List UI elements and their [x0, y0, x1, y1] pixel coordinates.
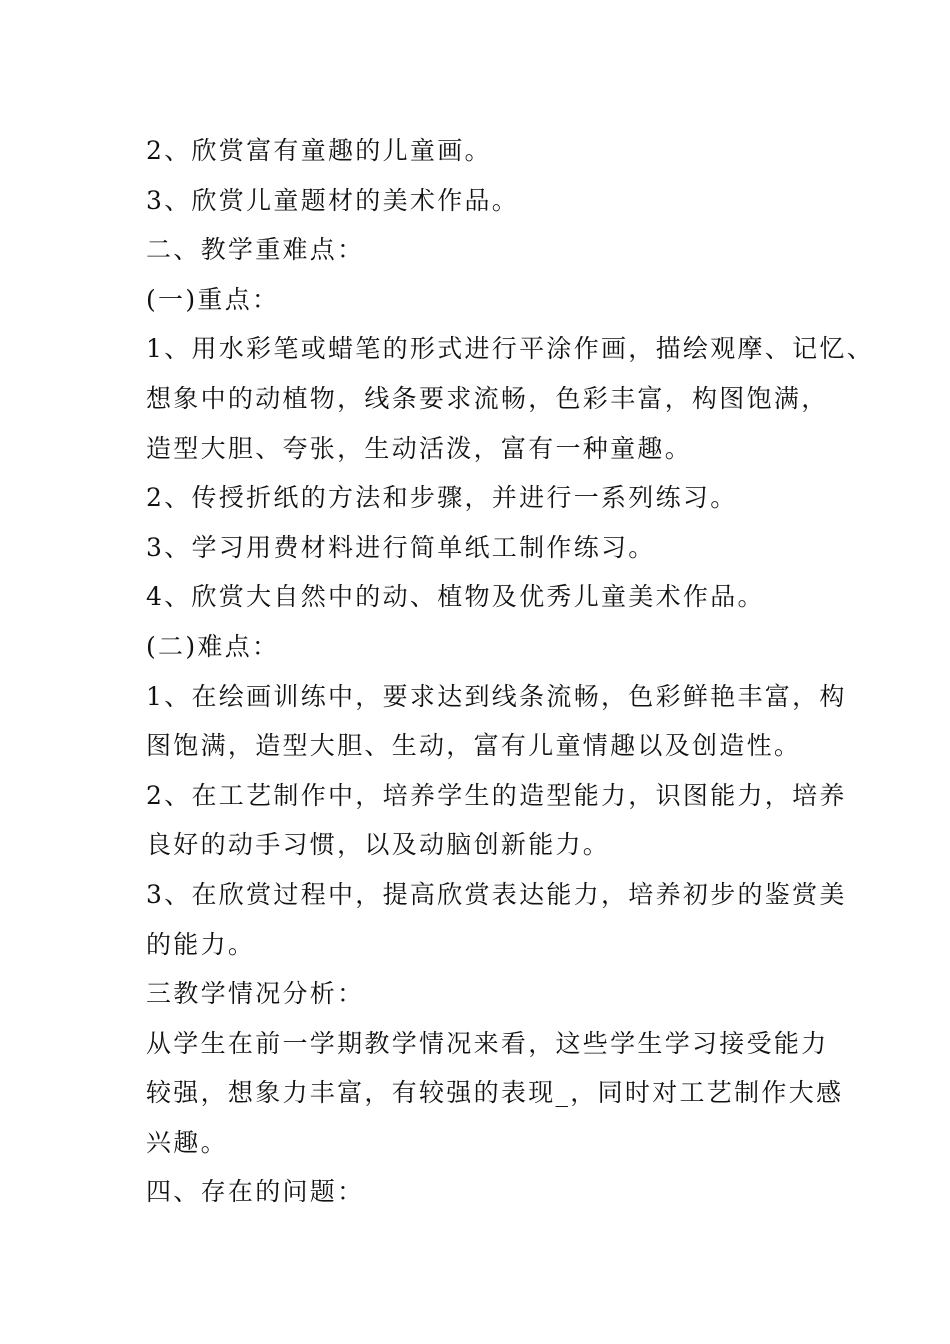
list-item-origami: 2、传授折纸的方法和步骤，并进行一系列练习。: [146, 483, 738, 513]
subsection-heading-difficult-points: (二)难点：: [146, 631, 280, 661]
paragraph-line: 想象中的动植物，线条要求流畅，色彩丰富，构图饱满，: [146, 383, 829, 413]
section-heading-key-difficult-points: 二、教学重难点：: [146, 235, 365, 265]
list-item-appreciate-children-artworks: 3、欣赏儿童题材的美术作品。: [146, 185, 520, 215]
paragraph-line: 良好的动手习惯，以及动脑创新能力。: [146, 830, 611, 860]
paragraph-line: 1、在绘画训练中，要求达到线条流畅，色彩鲜艳丰富，构: [146, 681, 847, 711]
paragraph-line: 3、在欣赏过程中，提高欣赏表达能力，培养初步的鉴赏美: [146, 879, 847, 909]
document-body: [146, 126, 875, 1217]
list-item-paper-craft: 3、学习用费材料进行简单纸工制作练习。: [146, 532, 656, 562]
section-heading-teaching-analysis: 三教学情况分析：: [146, 979, 365, 1009]
section-heading-existing-problems: 四、存在的问题：: [146, 1177, 365, 1207]
paragraph-line: 2、在工艺制作中，培养学生的造型能力，识图能力，培养: [146, 780, 847, 810]
subsection-heading-key-points: (一)重点：: [146, 284, 280, 314]
paragraph-line: 较强，想象力丰富，有较强的表现_，同时对工艺制作大感: [146, 1078, 844, 1108]
list-item-appreciate-nature: 4、欣赏大自然中的动、植物及优秀儿童美术作品。: [146, 582, 765, 612]
paragraph-line: 兴趣。: [146, 1127, 228, 1157]
paragraph-line: 1、用水彩笔或蜡笔的形式进行平涂作画，描绘观摩、记忆、: [146, 334, 875, 364]
paragraph-line: 图饱满，造型大胆、生动，富有儿童情趣以及创造性。: [146, 731, 802, 761]
paragraph-line: 的能力。: [146, 929, 256, 959]
paragraph-line: 从学生在前一学期教学情况来看，这些学生学习接受能力: [146, 1028, 829, 1058]
list-item-appreciate-children-drawings: 2、欣赏富有童趣的儿童画。: [146, 136, 492, 165]
paragraph-line: 造型大胆、夸张，生动活泼，富有一种童趣。: [146, 433, 693, 463]
